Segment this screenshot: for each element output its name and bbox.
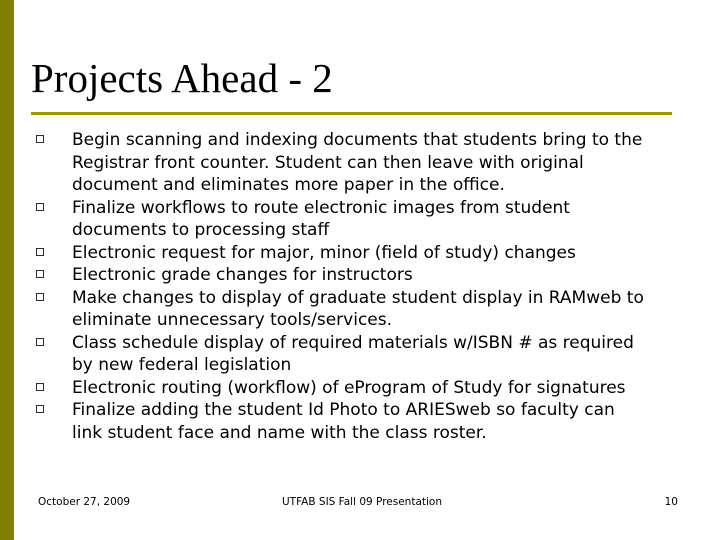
title-underline [31, 112, 672, 115]
bullet-line: Make changes to display of graduate student display in RAMweb to [72, 287, 644, 308]
slide-title: Projects Ahead - 2 [31, 55, 333, 101]
hollow-square-bullet-icon [36, 270, 44, 278]
bullet-line: document and eliminates more paper in the office. [72, 175, 505, 195]
bullet-line: eliminate unnecessary tools/services. [72, 310, 393, 330]
bullet-line: Begin scanning and indexing documents that students bring to the [72, 130, 643, 150]
bullet-line: documents to processing staff [72, 220, 330, 240]
bullet-line: Electronic grade changes for instructors [72, 265, 413, 285]
bullet-item [36, 129, 686, 197]
bullet-line: Registrar front counter. Student can then leave with original [72, 152, 584, 173]
hollow-square-bullet-icon [36, 203, 44, 211]
bullet-item [36, 332, 686, 377]
bullet-item [36, 242, 686, 265]
bullet-item [36, 399, 686, 444]
bullet-line: Class schedule display of required materials w/ISBN # as required [72, 332, 634, 353]
bullet-line: Finalize adding the student Id Photo to ARIESweb so faculty can [72, 400, 615, 420]
bullet-line: Electronic request for major, minor (field of study) changes [72, 242, 576, 263]
bullet-item [36, 377, 686, 400]
bullet-line: Finalize workflows to route electronic images from student [72, 197, 570, 218]
bullet-item [36, 264, 686, 287]
footer-presentation-name: UTFAB SIS Fall 09 Presentation [282, 496, 442, 508]
bullet-line: by new federal legislation [72, 355, 292, 375]
slide-number: 10 [664, 496, 678, 508]
hollow-square-bullet-icon [36, 405, 44, 413]
hollow-square-bullet-icon [36, 248, 44, 256]
bullet-item [36, 197, 686, 242]
hollow-square-bullet-icon [36, 383, 44, 391]
bullet-item [36, 287, 686, 332]
footer-date: October 27, 2009 [38, 496, 131, 508]
left-accent-bar [0, 0, 14, 540]
hollow-square-bullet-icon [36, 338, 44, 346]
bullet-line: Electronic routing (workflow) of eProgram of Study for signatures [72, 377, 626, 398]
bullet-list [36, 129, 686, 444]
bullet-line: link student face and name with the class roster. [72, 422, 487, 443]
hollow-square-bullet-icon [36, 293, 44, 301]
hollow-square-bullet-icon [36, 135, 44, 143]
